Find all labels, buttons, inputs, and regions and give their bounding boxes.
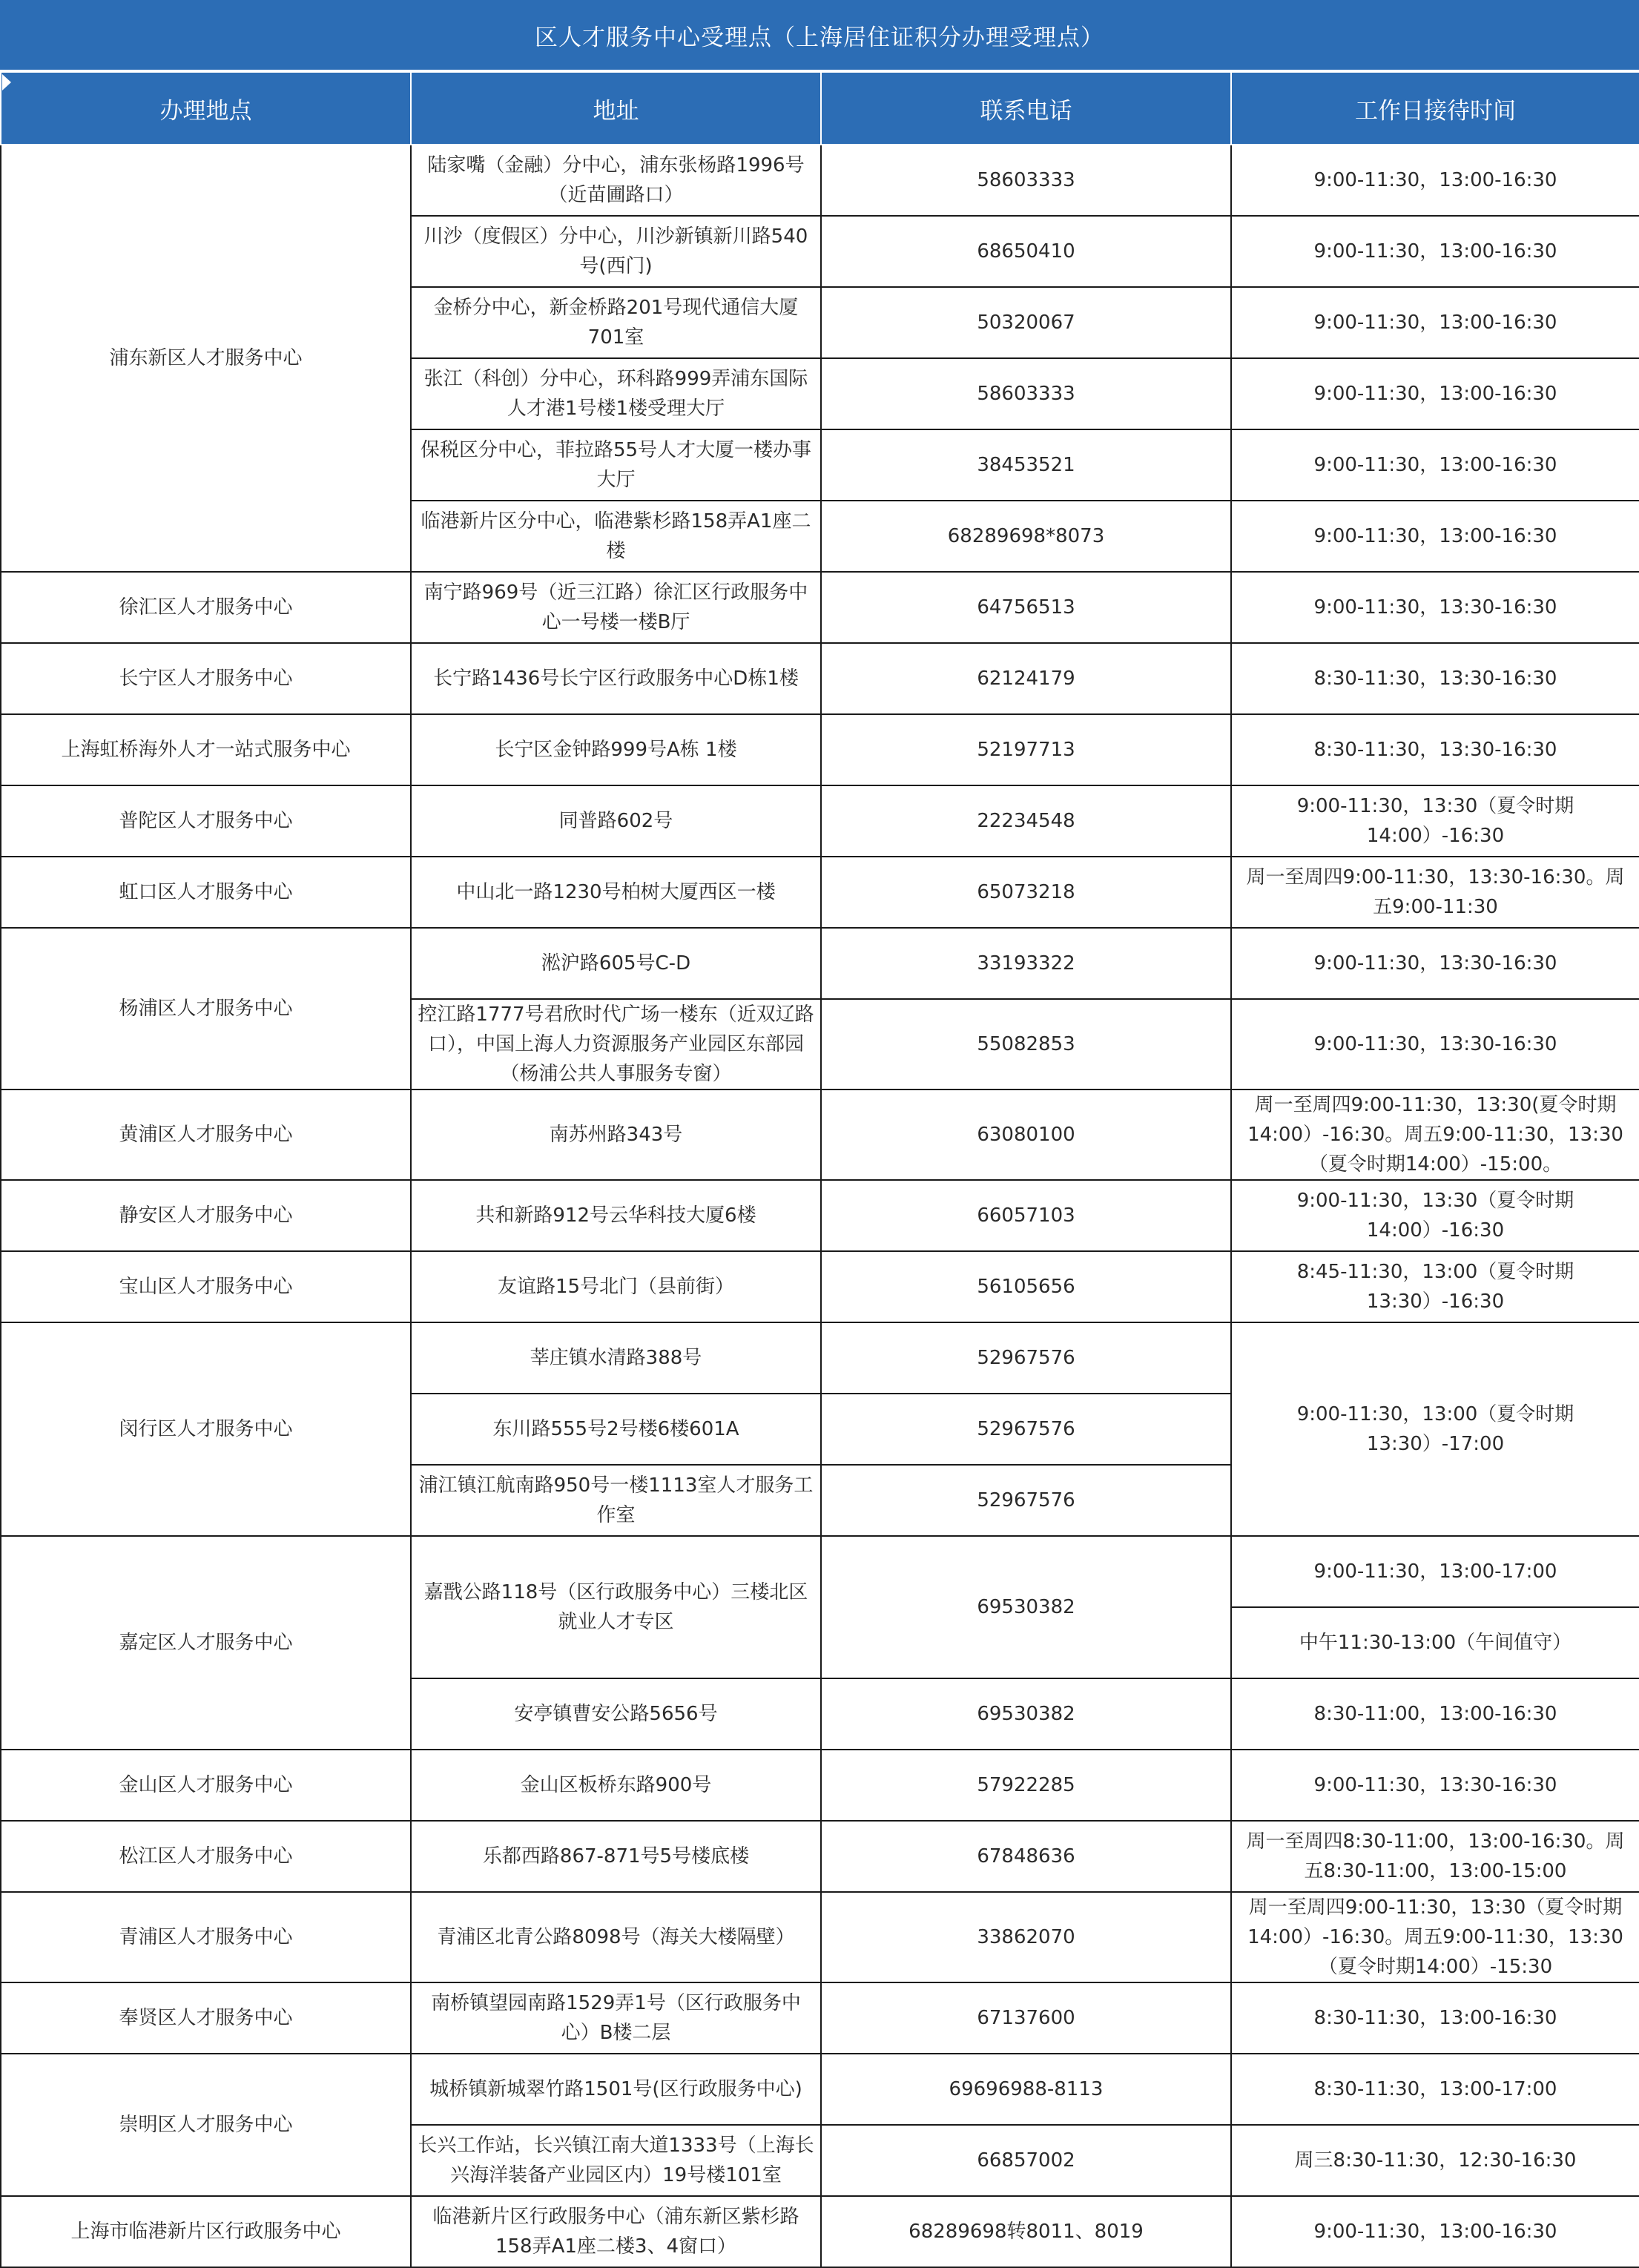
- table-row: [1, 714, 1639, 785]
- address-cell: 中山北一路1230号柏树大厦西区一楼: [411, 857, 821, 928]
- address-cell: 南宁路969号（近三江路）徐汇区行政服务中心一号楼一楼B厅: [411, 572, 821, 643]
- address-cell: 长宁路1436号长宁区行政服务中心D栋1楼: [411, 643, 821, 714]
- hours-cell: 8:30-11:30，13:00-17:00: [1231, 2054, 1639, 2125]
- address-cell: 控江路1777号君欣时代广场一楼东（近双辽路口），中国上海人力资源服务产业园区东部园（杨浦公共人事服务专窗）: [411, 999, 821, 1090]
- address-cell: 友谊路15号北门（县前街）: [411, 1251, 821, 1322]
- header-row: [1, 72, 1639, 145]
- hours-cell: 8:30-11:30，13:30-16:30: [1231, 643, 1639, 714]
- phone-cell: 52197713: [821, 714, 1231, 785]
- office-cell: 奉贤区人才服务中心: [1, 1982, 411, 2054]
- office-cell: 浦东新区人才服务中心: [1, 145, 411, 572]
- phone-cell: 68289698转8011、8019: [821, 2196, 1231, 2267]
- address-cell: 南桥镇望园南路1529弄1号（区行政服务中心）B楼二层: [411, 1982, 821, 2054]
- hours-cell: 中午11:30-13:00（午间值守）: [1231, 1607, 1639, 1678]
- phone-cell: 68289698*8073: [821, 501, 1231, 572]
- address-cell: 淞沪路605号C-D: [411, 928, 821, 999]
- hours-cell: 9:00-11:30，13:30-16:30: [1231, 572, 1639, 643]
- phone-cell: 67848636: [821, 1821, 1231, 1892]
- table-row: [1, 1251, 1639, 1322]
- office-cell: 青浦区人才服务中心: [1, 1892, 411, 1982]
- hours-cell: 9:00-11:30，13:00-16:30: [1231, 145, 1639, 216]
- hours-cell: 9:00-11:30，13:00-16:30: [1231, 358, 1639, 429]
- header-office: 办理地点: [1, 72, 411, 145]
- hours-cell: 9:00-11:30，13:00-16:30: [1231, 501, 1639, 572]
- office-cell: 金山区人才服务中心: [1, 1750, 411, 1821]
- table-row: [1, 1322, 1639, 1394]
- hours-cell: 9:00-11:30，13:00-16:30: [1231, 2196, 1639, 2267]
- address-cell: 浦江镇江航南路950号一楼1113室人才服务工作室: [411, 1465, 821, 1536]
- table-row: [1, 1536, 1639, 1607]
- hours-cell: 周一至周四9:00-11:30，13:30-16:30。周五9:00-11:30: [1231, 857, 1639, 928]
- hours-cell: 9:00-11:30，13:00-16:30: [1231, 287, 1639, 358]
- table-row: [1, 1750, 1639, 1821]
- address-cell: 长兴工作站，长兴镇江南大道1333号（上海长兴海洋装备产业园区内）19号楼101室: [411, 2125, 821, 2196]
- phone-cell: 58603333: [821, 358, 1231, 429]
- address-cell: 保税区分中心，菲拉路55号人才大厦一楼办事大厅: [411, 429, 821, 501]
- address-cell: 共和新路912号云华科技大厦6楼: [411, 1180, 821, 1251]
- phone-cell: 22234548: [821, 785, 1231, 857]
- phone-cell: 66857002: [821, 2125, 1231, 2196]
- office-cell: 杨浦区人才服务中心: [1, 928, 411, 1090]
- address-cell: 东川路555号2号楼6楼601A: [411, 1394, 821, 1465]
- phone-cell: 57922285: [821, 1750, 1231, 1821]
- hours-cell: 周一至周四9:00-11:30，13:30（夏令时期14:00）-16:30。周五9:00-11:30，13:30（夏令时期14:00）-15:30: [1231, 1892, 1639, 1982]
- office-cell: 上海市临港新片区行政服务中心: [1, 2196, 411, 2267]
- phone-cell: 69530382: [821, 1536, 1231, 1678]
- table-row: [1, 1892, 1639, 1982]
- header-hours: 工作日接待时间: [1231, 72, 1639, 145]
- address-cell: 青浦区北青公路8098号（海关大楼隔壁）: [411, 1892, 821, 1982]
- address-cell: 金桥分中心，新金桥路201号现代通信大厦701室: [411, 287, 821, 358]
- header-phone: 联系电话: [821, 72, 1231, 145]
- office-cell: 松江区人才服务中心: [1, 1821, 411, 1892]
- address-cell: 临港新片区分中心，临港紫杉路158弄A1座二楼: [411, 501, 821, 572]
- hours-cell: 周一至周四9:00-11:30，13:30(夏令时期14:00）-16:30。周五9:00-11:30，13:30（夏令时期14:00）-15:00。: [1231, 1090, 1639, 1180]
- office-cell: 嘉定区人才服务中心: [1, 1536, 411, 1750]
- office-cell: 静安区人才服务中心: [1, 1180, 411, 1251]
- hours-cell: 9:00-11:30，13:30-16:30: [1231, 1750, 1639, 1821]
- service-center-table: [0, 71, 1639, 2268]
- hours-cell: 9:00-11:30，13:30-16:30: [1231, 928, 1639, 999]
- phone-cell: 65073218: [821, 857, 1231, 928]
- table-row: [1, 145, 1639, 216]
- phone-cell: 52967576: [821, 1465, 1231, 1536]
- hours-cell: 8:45-11:30，13:00（夏令时期13:30）-16:30: [1231, 1251, 1639, 1322]
- hours-cell: 9:00-11:30，13:00-17:00: [1231, 1536, 1639, 1607]
- table-row: [1, 928, 1639, 999]
- phone-cell: 66057103: [821, 1180, 1231, 1251]
- table-row: [1, 2054, 1639, 2125]
- address-cell: 莘庄镇水清路388号: [411, 1322, 821, 1394]
- address-cell: 安亭镇曹安公路5656号: [411, 1678, 821, 1750]
- address-cell: 同普路602号: [411, 785, 821, 857]
- corner-marker-icon: [2, 74, 11, 90]
- address-cell: 陆家嘴（金融）分中心，浦东张杨路1996号（近苗圃路口）: [411, 145, 821, 216]
- hours-cell: 8:30-11:30，13:00-16:30: [1231, 1982, 1639, 2054]
- office-cell: 宝山区人才服务中心: [1, 1251, 411, 1322]
- table-row: [1, 572, 1639, 643]
- address-cell: 嘉戬公路118号（区行政服务中心）三楼北区就业人才专区: [411, 1536, 821, 1678]
- hours-cell: 8:30-11:30，13:30-16:30: [1231, 714, 1639, 785]
- hours-cell: 9:00-11:30，13:00-16:30: [1231, 216, 1639, 287]
- hours-cell: 8:30-11:00，13:00-16:30: [1231, 1678, 1639, 1750]
- address-cell: 南苏州路343号: [411, 1090, 821, 1180]
- hours-cell: 周一至周四8:30-11:00，13:00-16:30。周五8:30-11:00，13:00-15:00: [1231, 1821, 1639, 1892]
- office-cell: 崇明区人才服务中心: [1, 2054, 411, 2196]
- phone-cell: 33193322: [821, 928, 1231, 999]
- table-row: [1, 1180, 1639, 1251]
- office-cell: 闵行区人才服务中心: [1, 1322, 411, 1536]
- hours-cell: 9:00-11:30，13:00-16:30: [1231, 429, 1639, 501]
- phone-cell: 69530382: [821, 1678, 1231, 1750]
- address-cell: 临港新片区行政服务中心（浦东新区紫杉路158弄A1座二楼3、4窗口）: [411, 2196, 821, 2267]
- phone-cell: 68650410: [821, 216, 1231, 287]
- table-row: [1, 1090, 1639, 1180]
- office-cell: 长宁区人才服务中心: [1, 643, 411, 714]
- phone-cell: 52967576: [821, 1322, 1231, 1394]
- table-row: [1, 1982, 1639, 2054]
- hours-cell: 周三8:30-11:30，12:30-16:30: [1231, 2125, 1639, 2196]
- address-cell: 金山区板桥东路900号: [411, 1750, 821, 1821]
- hours-cell: 9:00-11:30，13:00（夏令时期13:30）-17:00: [1231, 1322, 1639, 1536]
- hours-cell: 9:00-11:30，13:30-16:30: [1231, 999, 1639, 1090]
- phone-cell: 58603333: [821, 145, 1231, 216]
- phone-cell: 55082853: [821, 999, 1231, 1090]
- header-address: 地址: [411, 72, 821, 145]
- phone-cell: 33862070: [821, 1892, 1231, 1982]
- office-cell: 黄浦区人才服务中心: [1, 1090, 411, 1180]
- phone-cell: 63080100: [821, 1090, 1231, 1180]
- address-cell: 川沙（度假区）分中心，川沙新镇新川路540号(西门): [411, 216, 821, 287]
- phone-cell: 38453521: [821, 429, 1231, 501]
- phone-cell: 56105656: [821, 1251, 1231, 1322]
- table-row: [1, 2196, 1639, 2267]
- table-title: 区人才服务中心受理点（上海居住证积分办理受理点）: [0, 0, 1639, 71]
- address-cell: 城桥镇新城翠竹路1501号(区行政服务中心): [411, 2054, 821, 2125]
- phone-cell: 69696988-8113: [821, 2054, 1231, 2125]
- address-cell: 张江（科创）分中心，环科路999弄浦东国际人才港1号楼1楼受理大厅: [411, 358, 821, 429]
- phone-cell: 52967576: [821, 1394, 1231, 1465]
- phone-cell: 50320067: [821, 287, 1231, 358]
- hours-cell: 9:00-11:30，13:30（夏令时期14:00）-16:30: [1231, 1180, 1639, 1251]
- table-row: [1, 1821, 1639, 1892]
- table-row: [1, 643, 1639, 714]
- hours-cell: 9:00-11:30，13:30（夏令时期14:00）-16:30: [1231, 785, 1639, 857]
- phone-cell: 64756513: [821, 572, 1231, 643]
- table-row: [1, 785, 1639, 857]
- office-cell: 徐汇区人才服务中心: [1, 572, 411, 643]
- address-cell: 乐都西路867-871号5号楼底楼: [411, 1821, 821, 1892]
- address-cell: 长宁区金钟路999号A栋 1楼: [411, 714, 821, 785]
- office-cell: 上海虹桥海外人才一站式服务中心: [1, 714, 411, 785]
- phone-cell: 62124179: [821, 643, 1231, 714]
- phone-cell: 67137600: [821, 1982, 1231, 2054]
- office-cell: 虹口区人才服务中心: [1, 857, 411, 928]
- office-cell: 普陀区人才服务中心: [1, 785, 411, 857]
- table-row: [1, 857, 1639, 928]
